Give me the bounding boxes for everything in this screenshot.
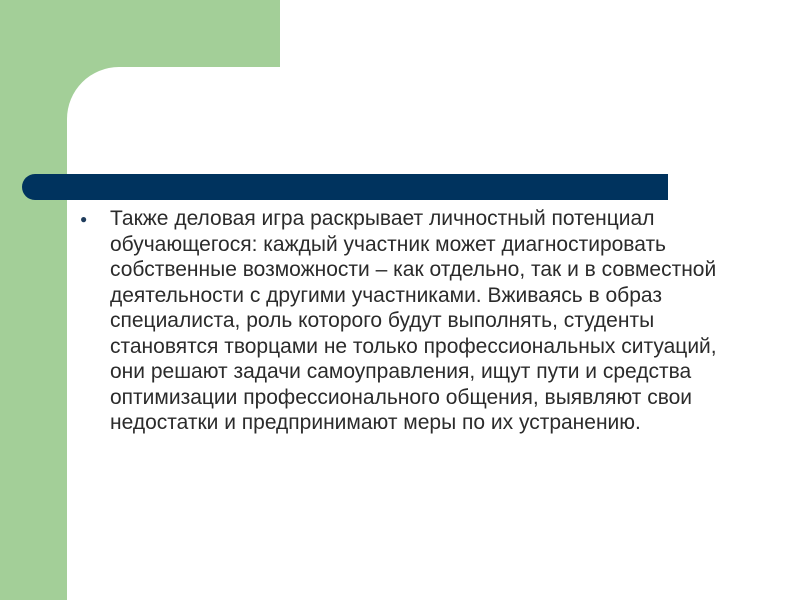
bullet-dot-icon: ● bbox=[80, 212, 88, 226]
slide-body bbox=[78, 206, 738, 436]
title-bar bbox=[22, 174, 668, 200]
bullet-text: Также деловая игра раскрывает личностный потенциал обучающегося: каждый участник может диагностировать собственные возможности – как отдельно, так и в совместной деятельности с другими участниками. Вживаясь в образ специалиста, роль которого будут выполнять, студенты становятся творцами не только профессиональных ситуаций, они решают задачи самоуправления, ищут пути и средства оптимизации профессионального общения, выявляют свои недостатки и предпринимают меры по их устранению. bbox=[110, 207, 717, 434]
bullet-item bbox=[78, 206, 738, 436]
